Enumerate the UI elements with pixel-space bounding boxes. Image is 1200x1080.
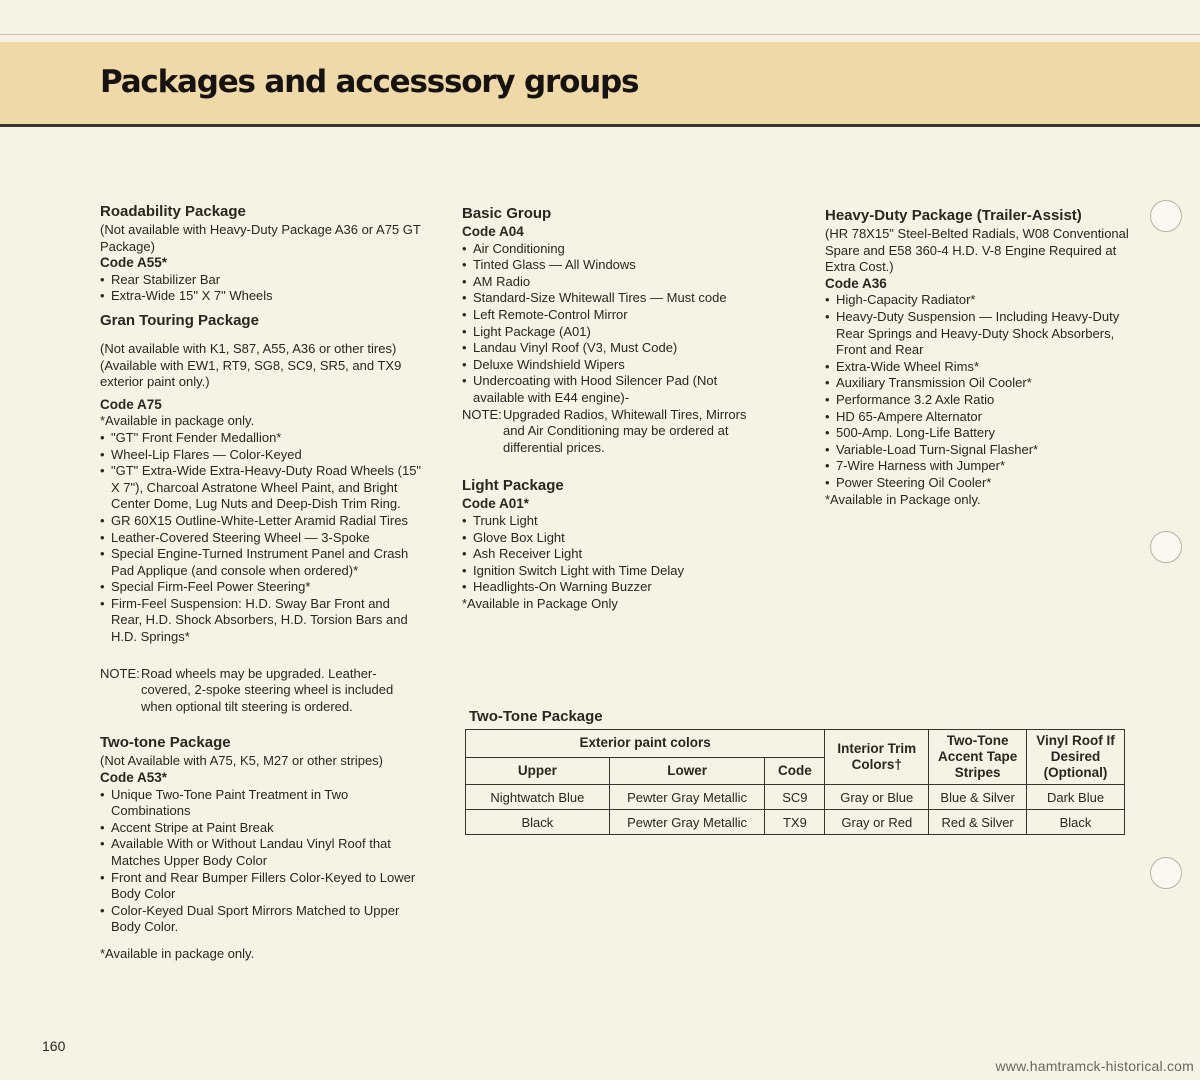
note-text: Road wheels may be upgraded. Leather-covered, 2-spoke steering wheel is included when optional tilt steering is ordered. — [141, 665, 394, 714]
table-header-code: Code — [765, 757, 825, 785]
binder-hole — [1150, 857, 1182, 889]
heavy-duty-code: Code A36 — [825, 275, 887, 291]
left-column — [100, 196, 422, 963]
two-tone-heading: Two-tone Package — [100, 734, 231, 752]
right-column — [825, 200, 1135, 508]
table-cell: Black — [466, 810, 610, 835]
list-item: • Available With or Without Landau Vinyl Roof that Matches Upper Body Color — [100, 836, 422, 869]
note-label: NOTE: — [462, 406, 502, 422]
list-item: • Tinted Glass — All Windows — [462, 257, 768, 274]
page-title: Packages and accesssory groups — [100, 64, 639, 100]
two-tone-table-section — [465, 708, 1125, 835]
heavy-duty-list — [825, 292, 1135, 491]
list-item: • Firm-Feel Suspension: H.D. Sway Bar Front and Rear, H.D. Shock Absorbers, H.D. Torsion Bars and H.D. Springs* — [100, 596, 422, 646]
list-item: • Performance 3.2 Axle Ratio — [825, 392, 1135, 409]
list-item: • Deluxe Windshield Wipers — [462, 357, 768, 374]
list-item: • Rear Stabilizer Bar — [100, 272, 422, 289]
list-item: • High-Capacity Radiator* — [825, 292, 1135, 309]
list-item: • Headlights-On Warning Buzzer — [462, 579, 768, 596]
list-item: • Special Engine-Turned Instrument Panel and Crash Pad Applique (and console when ordered)* — [100, 546, 422, 579]
binder-hole — [1150, 531, 1182, 563]
light-package-code: Code A01* — [462, 496, 530, 512]
basic-group-code: Code A04 — [462, 224, 524, 239]
list-item: • Light Package (A01) — [462, 324, 768, 341]
two-tone-code: Code A53* — [100, 770, 168, 786]
roadability-heading: Roadability Package — [100, 203, 246, 220]
list-item: • Front and Rear Bumper Fillers Color-Keyed to Lower Body Color — [100, 870, 422, 903]
list-item: • HD 65-Ampere Alternator — [825, 409, 1135, 426]
table-cell: Black — [1027, 810, 1125, 835]
gran-touring-list — [100, 430, 422, 646]
list-item: • Variable-Load Turn-Signal Flasher* — [825, 442, 1135, 459]
page-number: 160 — [42, 1038, 66, 1054]
light-package-list — [462, 513, 768, 596]
light-package-availability: *Available in Package Only — [462, 595, 618, 611]
gran-touring-note-block — [100, 666, 422, 716]
table-row — [466, 810, 1125, 835]
list-item: • Unique Two-Tone Paint Treatment in Two Combinations — [100, 787, 422, 820]
table-cell: Red & Silver — [929, 810, 1027, 835]
list-item: • Power Steering Oil Cooler* — [825, 475, 1135, 492]
table-header-interior: Interior Trim Colors† — [825, 730, 929, 785]
note-text: Upgraded Radios, Whitewall Tires, Mirrors and Air Conditioning may be ordered at differential prices. — [503, 406, 747, 455]
gran-touring-code: Code A75 — [100, 396, 162, 412]
table-cell: Blue & Silver — [929, 785, 1027, 810]
roadability-note: (Not available with Heavy-Duty Package A36 or A75 GT Package) — [100, 222, 421, 254]
list-item: • AM Radio — [462, 274, 768, 291]
table-header-lower: Lower — [609, 757, 765, 785]
table-row — [466, 785, 1125, 810]
list-item: • Leather-Covered Steering Wheel — 3-Spoke — [100, 530, 422, 547]
list-item: • Landau Vinyl Roof (V3, Must Code) — [462, 340, 768, 357]
list-item: • Accent Stripe at Paint Break — [100, 820, 422, 837]
list-item: • Heavy-Duty Suspension — Including Heavy-Duty Rear Springs and Heavy-Duty Shock Absorbers, Front and Rear — [825, 309, 1135, 359]
table-cell: Pewter Gray Metallic — [609, 785, 765, 810]
middle-column — [462, 198, 768, 612]
list-item: • Special Firm-Feel Power Steering* — [100, 579, 422, 596]
list-item: • Left Remote-Control Mirror — [462, 307, 768, 324]
list-item: • Ignition Switch Light with Time Delay — [462, 563, 768, 580]
gran-touring-heading: Gran Touring Package — [100, 311, 259, 329]
two-tone-list — [100, 787, 422, 936]
list-item: • "GT" Extra-Wide Extra-Heavy-Duty Road Wheels (15" X 7"), Charcoal Astratone Wheel Paint, and Bright Center Dome, Lug Nuts and Deep-Dish Trim Ring. — [100, 463, 422, 513]
basic-group-note-block — [462, 407, 768, 457]
heavy-duty-note: (HR 78X15" Steel-Belted Radials, W08 Conventional Spare and E58 360-4 H.D. V-8 Engine Required at Extra Cost.) — [825, 226, 1129, 275]
note-label: NOTE: — [100, 665, 140, 681]
table-cell: SC9 — [765, 785, 825, 810]
roadability-list — [100, 272, 422, 305]
basic-group-list — [462, 241, 768, 407]
two-tone-table-title: Two-Tone Package — [469, 708, 603, 725]
table-header-upper: Upper — [466, 757, 610, 785]
list-item: • GR 60X15 Outline-White-Letter Aramid Radial Tires — [100, 513, 422, 530]
heavy-duty-availability: *Available in Package only. — [825, 491, 981, 507]
table-cell: Pewter Gray Metallic — [609, 810, 765, 835]
heavy-duty-heading: Heavy-Duty Package (Trailer-Assist) — [825, 207, 1082, 224]
list-item: • 500-Amp. Long-Life Battery — [825, 425, 1135, 442]
list-item: • Undercoating with Hood Silencer Pad (Not available with E44 engine)- — [462, 373, 768, 406]
title-underline — [0, 124, 1200, 127]
binder-hole — [1150, 200, 1182, 232]
two-tone-note: (Not Available with A75, K5, M27 or other stripes) — [100, 753, 384, 769]
table-cell: Nightwatch Blue — [466, 785, 610, 810]
list-item: • Air Conditioning — [462, 241, 768, 258]
list-item: • 7-Wire Harness with Jumper* — [825, 458, 1135, 475]
list-item: • Wheel-Lip Flares — Color-Keyed — [100, 447, 422, 464]
table-header-vinyl: Vinyl Roof If Desired (Optional) — [1027, 730, 1125, 785]
gran-touring-availability: *Available in package only. — [100, 413, 255, 429]
roadability-code: Code A55* — [100, 255, 168, 271]
two-tone-table — [465, 729, 1125, 835]
list-item: • "GT" Front Fender Medallion* — [100, 430, 422, 447]
table-cell: Gray or Blue — [825, 785, 929, 810]
table-header-stripes: Two-Tone Accent Tape Stripes — [929, 730, 1027, 785]
list-item: • Extra-Wide 15" X 7" Wheels — [100, 288, 422, 305]
top-rule — [0, 34, 1200, 35]
list-item: • Extra-Wide Wheel Rims* — [825, 359, 1135, 376]
table-cell: TX9 — [765, 810, 825, 835]
two-tone-availability: *Available in package only. — [100, 945, 255, 961]
table-group-header: Exterior paint colors — [466, 730, 825, 758]
table-cell: Gray or Red — [825, 810, 929, 835]
light-package-heading: Light Package — [462, 477, 564, 495]
list-item: • Standard-Size Whitewall Tires — Must code — [462, 290, 768, 307]
basic-group-heading: Basic Group — [462, 205, 552, 222]
list-item: • Color-Keyed Dual Sport Mirrors Matched to Upper Body Color. — [100, 903, 422, 936]
watermark: www.hamtramck-historical.com — [995, 1058, 1194, 1074]
gran-touring-note: (Not available with K1, S87, A55, A36 or other tires) (Available with EW1, RT9, SG8, SC9, SR5, and TX9 exterior paint only.) — [100, 340, 402, 390]
table-cell: Dark Blue — [1027, 785, 1125, 810]
list-item: • Glove Box Light — [462, 530, 768, 547]
list-item: • Trunk Light — [462, 513, 768, 530]
list-item: • Auxiliary Transmission Oil Cooler* — [825, 375, 1135, 392]
list-item: • Ash Receiver Light — [462, 546, 768, 563]
